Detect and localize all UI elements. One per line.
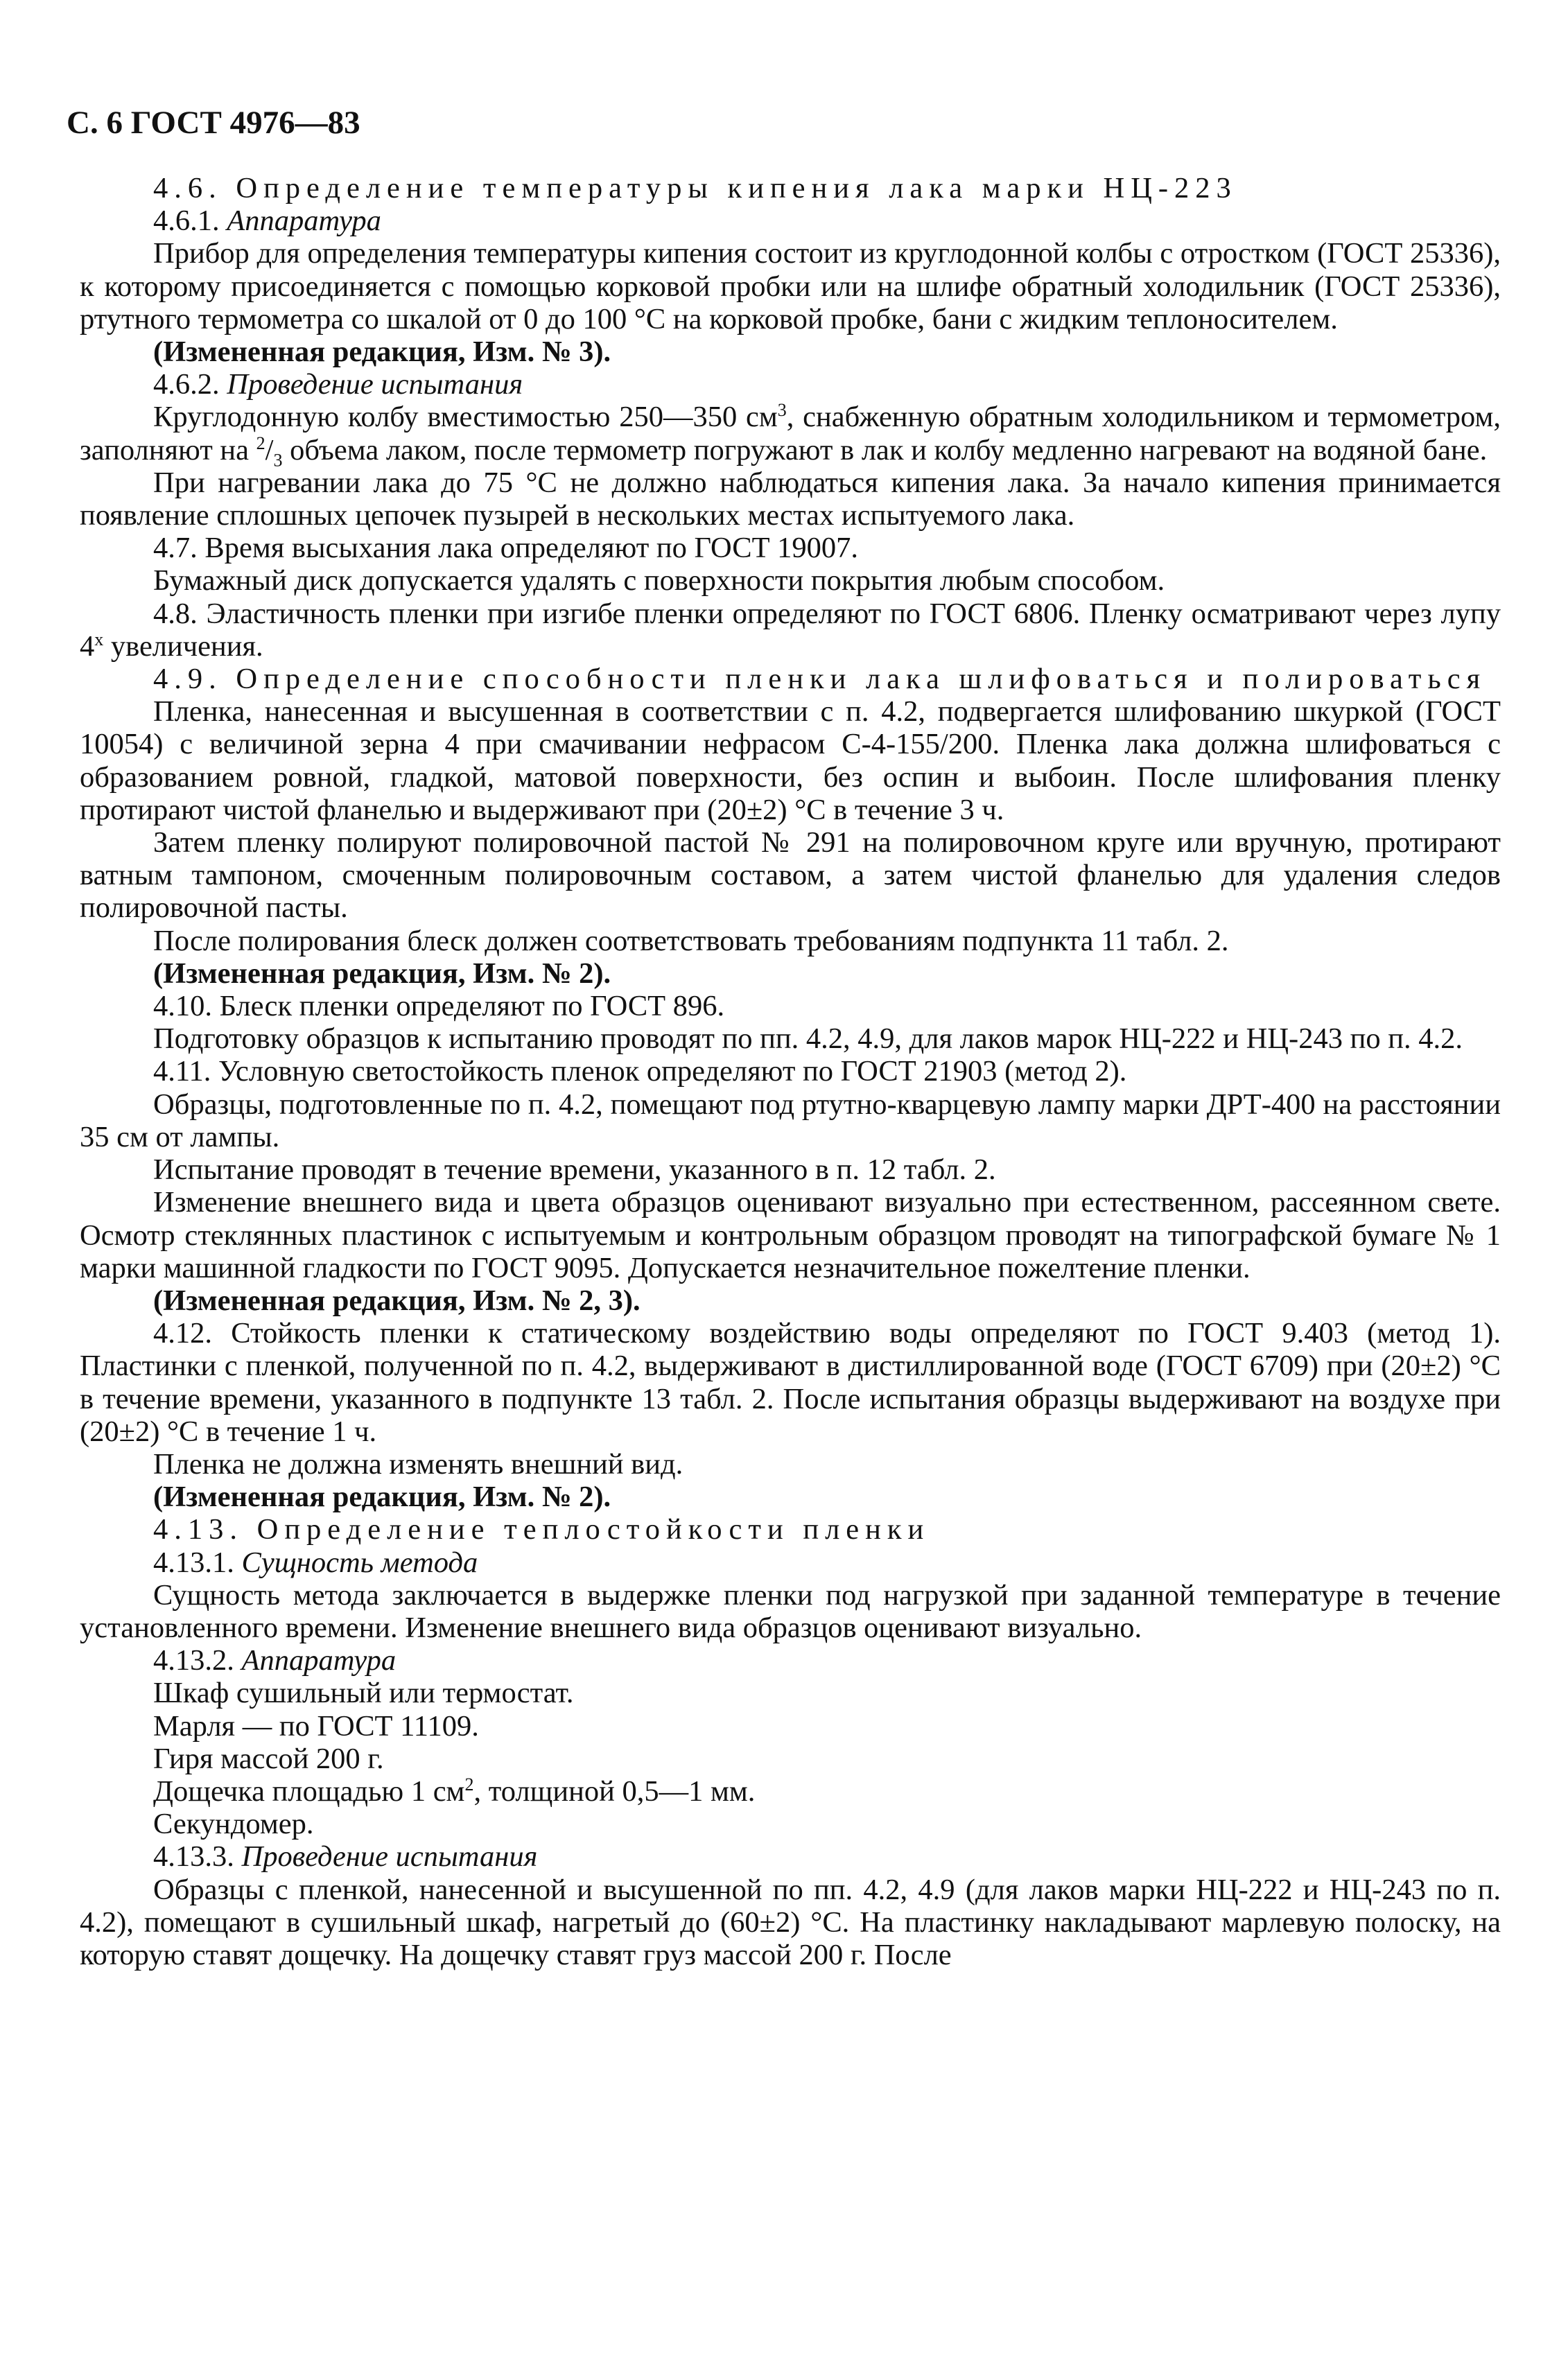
amendment-note: (Измененная редакция, Изм. № 2). xyxy=(153,1481,611,1514)
subsection-title: Проведение испытания xyxy=(241,1840,538,1874)
subsection-number: 4.6.1. xyxy=(153,204,227,238)
paragraph: При нагревании лака до 75 °С не должно наблюдаться кипения лака. За начало кипения принимается появление сплошных цепочек пузырей в нескольких местах испытуемого лака. xyxy=(80,466,1501,532)
paragraph: Испытание проводят в течение времени, указанного в п. 12 табл. 2. xyxy=(153,1153,996,1187)
paragraph: Затем пленку полируют полировочной пастой № 291 на полировочном круге или вручную, протирают ватным тампоном, смоченным полировочным составом, а затем чистой фланелью для удаления следов полировочной пасты. xyxy=(80,826,1501,925)
subsection-4-13-2 xyxy=(80,1644,1501,1677)
amendment-note: (Измененная редакция, Изм. № 3). xyxy=(153,335,611,369)
paragraph: Сущность метода заключается в выдержке пленки под нагрузкой при заданной температуре в течение установленного времени. Изменение внешнего вида образцов оценивают визуально. xyxy=(80,1578,1501,1644)
paragraph: Подготовку образцов к испытанию проводят по пп. 4.2, 4.9, для лаков марок НЦ-222 и НЦ-243 по п. 4.2. xyxy=(153,1022,1463,1056)
paragraph: Образцы с пленкой, нанесенной и высушенной по пп. 4.2, 4.9 (для лаков марки НЦ-222 и НЦ-243 по п. 4.2), помещают в сушильный шкаф, нагретый до (60±2) °С. На пластинку накладывают марлевую полоску, на которую ставят дощечку. На дощечку ставят груз массой 200 г. После xyxy=(80,1873,1501,1971)
subsection-title: Проведение испытания xyxy=(227,368,523,401)
text-run: объема лаком, после термометр погружают в лак и колбу медленно нагревают на водяной бане. xyxy=(282,433,1488,466)
list-item: Шкаф сушильный или термостат. xyxy=(153,1677,574,1710)
superscript: 3 xyxy=(777,400,787,421)
subsection-number: 4.13.3. xyxy=(153,1840,242,1874)
paragraph: 4.12. Стойкость пленки к статическому воздействию воды определяют по ГОСТ 9.403 (метод 1). Пластинки с пленкой, полученной по п. 4.2, выдерживают в дистиллированной воде (ГОСТ 6709) при (20±2) °С в течение времени, указанного в подпункте 13 табл. 2. После испытания образцы выдерживают на воздухе при (20±2) °С в течение 1 ч. xyxy=(80,1317,1501,1448)
text-run: Дощечка площадью 1 см xyxy=(153,1774,465,1808)
paragraph: После полирования блеск должен соответствовать требованиям подпункта 11 табл. 2. xyxy=(153,924,1229,957)
paragraph: Пленка не должна изменять внешний вид. xyxy=(153,1447,683,1481)
list-item xyxy=(80,1775,1501,1808)
subsection-number: 4.13.2. xyxy=(153,1644,242,1677)
page-header: С. 6 ГОСТ 4976—83 xyxy=(67,105,360,141)
section-heading-4-13: 4.13. Определение теплостойкости пленки xyxy=(153,1513,930,1546)
subsection-4-13-1 xyxy=(80,1546,1501,1579)
list-item: Марля — по ГОСТ 11109. xyxy=(153,1709,479,1743)
subsection-number: 4.6.2. xyxy=(153,368,227,401)
fraction: $^2/_3$ xyxy=(256,433,283,471)
superscript: х xyxy=(94,629,104,649)
paragraph xyxy=(80,597,1501,663)
text-run: Круглодонную колбу вместимостью 250—350 см xyxy=(153,401,778,434)
subsection-4-6-2 xyxy=(80,368,1501,401)
paragraph: 4.11. Условную светостойкость пленок определяют по ГОСТ 21903 (метод 2). xyxy=(153,1055,1127,1088)
subsection-4-13-3 xyxy=(80,1840,1501,1873)
subsection-number: 4.13.1. xyxy=(153,1546,242,1579)
text-run: 4.8. Эластичность пленки при изгибе пленки определяют по ГОСТ 6806. Пленку осматривают через лупу 4 xyxy=(80,597,1501,663)
paragraph: Изменение внешнего вида и цвета образцов оценивают визуально при естественном, рассеянном свете. Осмотр стеклянных пластинок с испытуемым и контрольным образцом проводят на типографской бумаге № 1 марки машинной гладкости по ГОСТ 9095. Допускается незначительное пожелтение пленки. xyxy=(80,1186,1501,1284)
text-run: увеличения. xyxy=(103,629,263,663)
subsection-4-6-1 xyxy=(80,204,1501,237)
text-run: , толщиной 0,5—1 мм. xyxy=(473,1774,756,1808)
paragraph xyxy=(80,400,1501,471)
paragraph: 4.7. Время высыхания лака определяют по ГОСТ 19007. xyxy=(153,532,859,565)
section-heading-4-9: 4.9. Определение способности пленки лака шлифоваться и полироваться xyxy=(153,663,1487,696)
superscript: 2 xyxy=(464,1774,474,1795)
paragraph: Пленка, нанесенная и высушенная в соответствии с п. 4.2, подвергается шлифованию шкуркой (ГОСТ 10054) с величиной зерна 4 при смачивании нефрасом С-4-155/200. Пленка лака должна шлифоваться с образованием ровной, гладкой, матовой поверхности, без оспин и выбоин. После шлифования пленку протирают чистой фланелью и выдерживают при (20±2) °С в течение 3 ч. xyxy=(80,695,1501,826)
document-body xyxy=(80,172,1501,1971)
subsection-title: Аппаратура xyxy=(241,1644,397,1677)
list-item: Гиря массой 200 г. xyxy=(153,1742,384,1775)
amendment-note: (Измененная редакция, Изм. № 2, 3). xyxy=(153,1284,641,1317)
fraction-denominator: 3 xyxy=(273,450,283,471)
paragraph: Бумажный диск допускается удалять с поверхности покрытия любым способом. xyxy=(153,564,1165,597)
list-item: Секундомер. xyxy=(153,1808,314,1841)
paragraph: 4.10. Блеск пленки определяют по ГОСТ 896. xyxy=(153,990,725,1023)
fraction-numerator: 2 xyxy=(256,433,265,453)
section-heading-4-6: 4.6. Определение температуры кипения лака марки НЦ-223 xyxy=(153,172,1237,204)
paragraph: Прибор для определения температуры кипения состоит из круглодонной колбы с отростком (ГОСТ 25336), к которому присоединяется с помощью корковой пробки или на шлифе обратный холодильник (ГОСТ 25336), ртутного термометра со шкалой от 0 до 100 °С на корковой пробке, бани с жидким теплоносителем. xyxy=(80,237,1501,335)
paragraph: Образцы, подготовленные по п. 4.2, помещают под ртутно-кварцевую лампу марки ДРТ-400 на расстоянии 35 см от лампы. xyxy=(80,1088,1501,1153)
text-run: , снабженную обратным холодильником и термометром, заполняют на xyxy=(80,401,1501,466)
subsection-title: Аппаратура xyxy=(227,204,381,238)
amendment-note: (Измененная редакция, Изм. № 2). xyxy=(153,957,611,990)
subsection-title: Сущность метода xyxy=(241,1546,478,1579)
